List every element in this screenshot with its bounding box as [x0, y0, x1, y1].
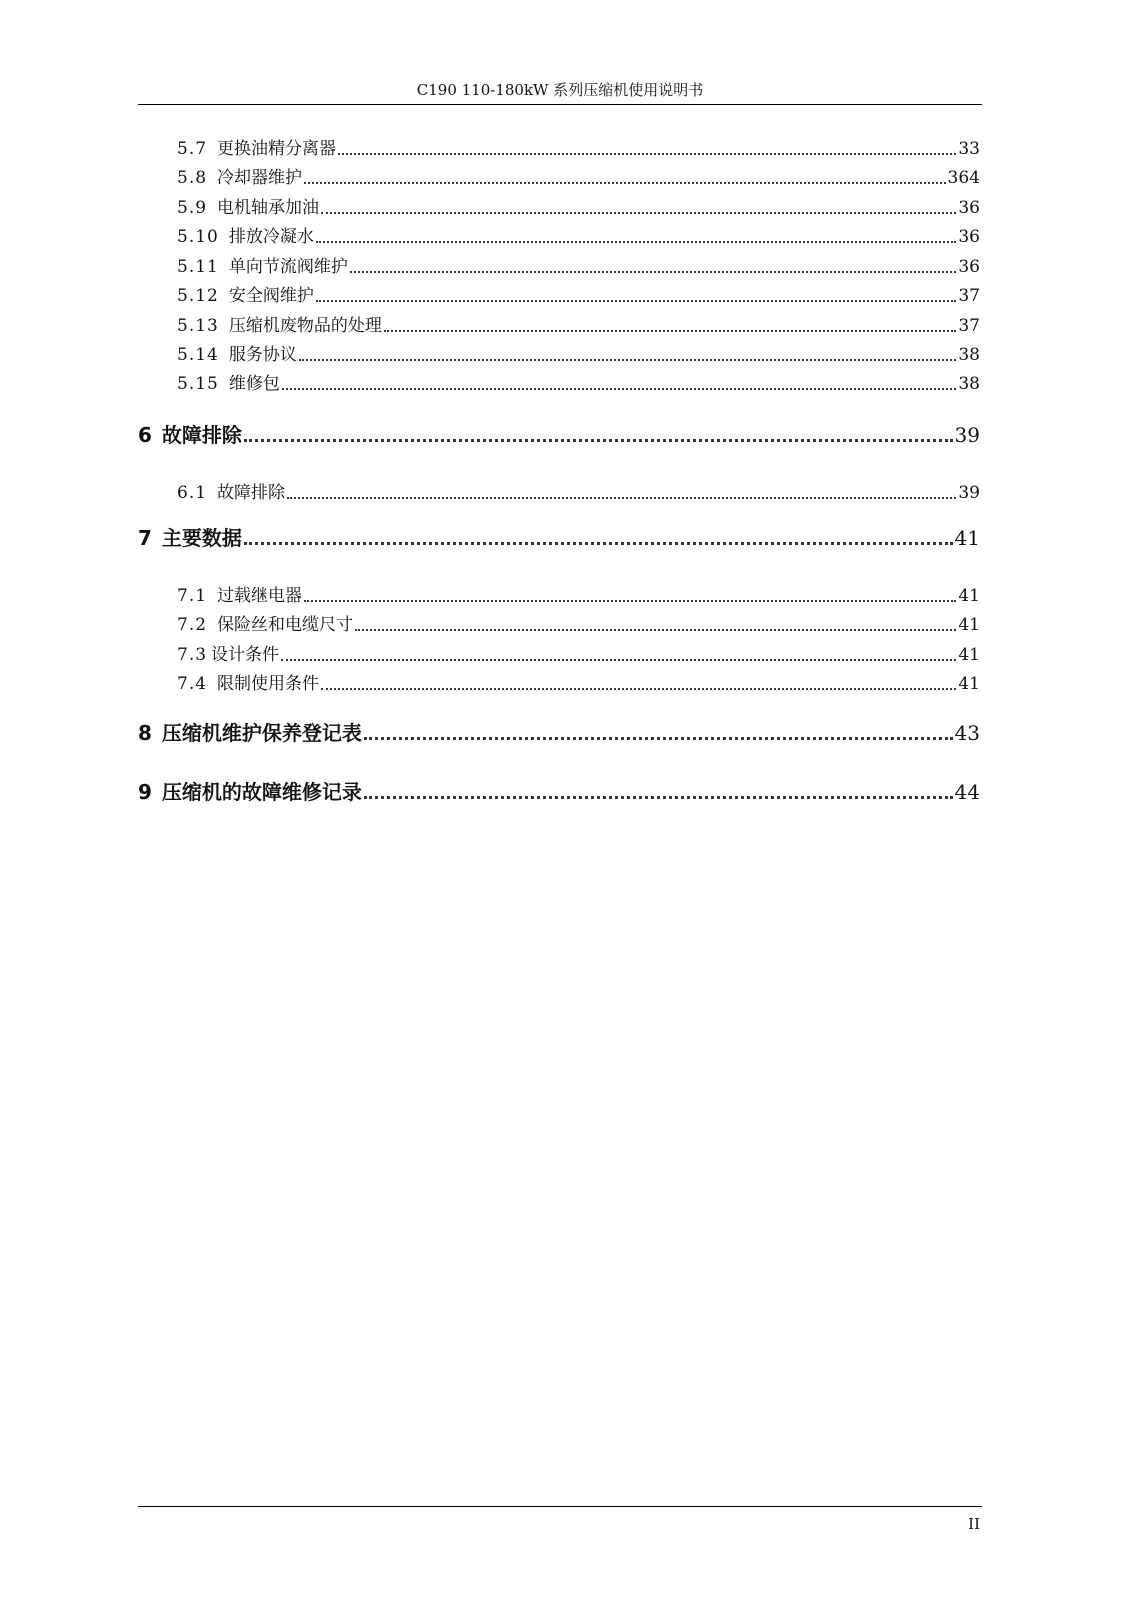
toc-label: 压缩机的故障维修记录 [161, 780, 362, 804]
toc-page: 364 [947, 168, 980, 188]
dot-leader [282, 388, 957, 390]
dot-leader [244, 542, 953, 545]
dot-leader [338, 153, 956, 155]
toc-number: 7.2 [177, 615, 208, 635]
toc-page: 41 [958, 674, 980, 694]
dot-leader [321, 688, 956, 690]
toc-number: 7.4 [177, 674, 208, 694]
toc-page: 37 [958, 316, 980, 336]
dot-leader [364, 796, 953, 799]
toc-entry-5-14[interactable] [177, 344, 980, 366]
toc-entry-5-7[interactable] [177, 138, 980, 160]
toc-number: 6.1 [177, 483, 208, 503]
toc-entry-5-8[interactable] [177, 167, 980, 189]
page-header-title: C190 110-180kW 系列压缩机使用说明书 [416, 81, 704, 99]
header-rule [138, 104, 982, 105]
toc-label: 限制使用条件 [217, 674, 320, 694]
dot-leader [316, 241, 957, 243]
toc-page: 38 [958, 374, 980, 394]
toc-label: 压缩机维护保养登记表 [161, 721, 362, 745]
toc-label: 压缩机废物品的处理 [228, 316, 382, 336]
toc-entry-5-9[interactable] [177, 197, 980, 219]
toc-label: 服务协议 [228, 345, 297, 365]
toc-number: 5.10 [177, 227, 219, 247]
toc-number: 5.12 [177, 286, 219, 306]
footer-rule [138, 1506, 982, 1507]
toc-entry-6-1[interactable] [177, 482, 980, 504]
toc-label: 故障排除 [217, 483, 286, 503]
toc-number: 8 [138, 721, 152, 745]
toc-entry-7[interactable] [138, 525, 980, 551]
toc-entry-5-12[interactable] [177, 285, 980, 307]
toc-label: 维修包 [228, 374, 280, 394]
toc-label: 故障排除 [161, 423, 242, 447]
toc-entry-5-11[interactable] [177, 256, 980, 278]
toc-entry-7-3[interactable] [177, 644, 980, 666]
toc-page: 36 [958, 198, 980, 218]
toc-label: 冷却器维护 [217, 168, 303, 188]
toc-label: 保险丝和电缆尺寸 [217, 615, 354, 635]
toc-page: 39 [958, 483, 980, 503]
toc-label: 电机轴承加油 [217, 198, 320, 218]
toc-entry-5-15[interactable] [177, 373, 980, 395]
toc-page: 44 [954, 780, 980, 804]
dot-leader [355, 629, 956, 631]
toc-entry-7-1[interactable] [177, 585, 980, 607]
toc-number: 5.15 [177, 374, 219, 394]
toc-page: 38 [958, 345, 980, 365]
toc-page: 41 [958, 586, 980, 606]
toc-number: 7.3 [177, 645, 208, 665]
toc-number: 7 [138, 526, 152, 550]
toc-number: 9 [138, 780, 152, 804]
toc-entry-5-10[interactable] [177, 226, 980, 248]
toc-page: 36 [958, 257, 980, 277]
toc-number: 5.14 [177, 345, 219, 365]
dot-leader [384, 330, 957, 332]
toc-page: 41 [954, 526, 980, 550]
toc-page: 36 [958, 227, 980, 247]
toc-entry-6[interactable] [138, 422, 980, 448]
toc-number: 5.8 [177, 168, 208, 188]
toc-label: 安全阀维护 [228, 286, 314, 306]
toc-label: 主要数据 [161, 526, 242, 550]
dot-leader [304, 182, 946, 184]
dot-leader [304, 600, 956, 602]
toc-entry-7-4[interactable] [177, 673, 980, 695]
toc-entry-5-13[interactable] [177, 315, 980, 337]
dot-leader [364, 737, 953, 740]
toc-page: 37 [958, 286, 980, 306]
dot-leader [350, 271, 957, 273]
toc-entry-9[interactable] [138, 779, 980, 805]
toc-label: 排放冷凝水 [228, 227, 314, 247]
toc-number: 5.13 [177, 316, 219, 336]
dot-leader [316, 300, 957, 302]
toc-page: 43 [954, 721, 980, 745]
toc-label: 单向节流阀维护 [228, 257, 348, 277]
toc-number: 7.1 [177, 586, 208, 606]
toc-page: 41 [958, 645, 980, 665]
dot-leader [244, 439, 953, 442]
toc-entry-8[interactable] [138, 720, 980, 746]
toc-page: 41 [958, 615, 980, 635]
toc-page: 39 [954, 423, 980, 447]
toc-number: 5.11 [177, 257, 219, 277]
toc-number: 5.9 [177, 198, 208, 218]
toc-label: 设计条件 [211, 645, 280, 665]
toc-page: 33 [958, 139, 980, 159]
dot-leader [281, 659, 956, 661]
dot-leader [287, 497, 956, 499]
dot-leader [299, 359, 957, 361]
toc-entry-7-2[interactable] [177, 614, 980, 636]
toc-number: 5.7 [177, 139, 208, 159]
footer-page-number: II [968, 1515, 980, 1533]
dot-leader [321, 212, 956, 214]
toc-number: 6 [138, 423, 152, 447]
toc-label: 过载继电器 [217, 586, 303, 606]
toc-label: 更换油精分离器 [217, 139, 337, 159]
